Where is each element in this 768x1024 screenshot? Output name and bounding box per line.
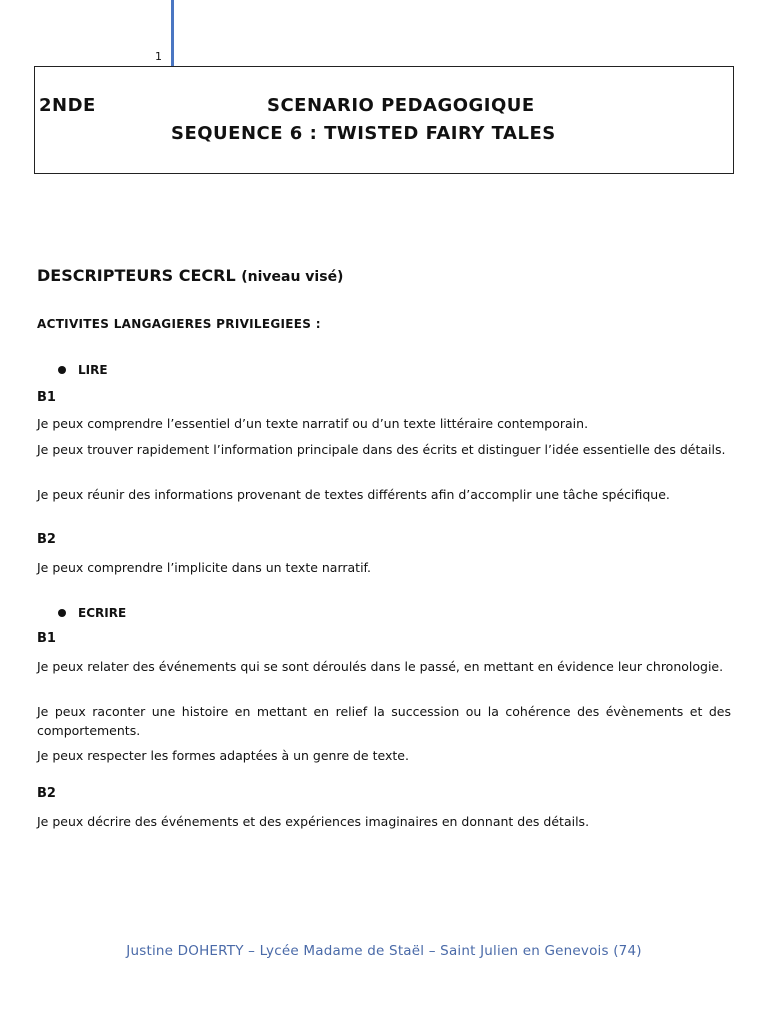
level-label: B1 [37,390,56,405]
descripteurs-heading [37,266,343,285]
descriptor-item: Je peux comprendre l’implicite dans un texte narratif. [37,560,372,575]
descripteurs-title: DESCRIPTEURS CECRL [37,266,236,285]
section-label: ECRIRE [78,606,127,620]
descripteurs-subtitle: (niveau visé) [241,269,344,285]
bullet-icon [58,366,66,374]
level-label: B2 [37,532,56,547]
descriptor-item: Je peux trouver rapidement l’information principale dans des écrits et distinguer l’idée essentielle des détails. [37,442,726,457]
level-label: B1 [37,631,56,646]
page-number: 1 [155,50,162,63]
descriptor-item: Je peux relater des événements qui se sont déroulés dans le passé, en mettant en évidence leur chronologie. [37,659,724,674]
footer-credit: Justine DOHERTY – Lycée Madame de Staël – Saint Julien en Genevois (74) [126,943,642,959]
header-box [34,66,734,174]
descriptor-item: Je peux réunir des informations provenant de textes différents afin d’accomplir une tâche spécifique. [37,487,670,502]
class-level: 2NDE [39,95,96,116]
scenario-title: SCENARIO PEDAGOGIQUE [267,95,535,116]
descriptor-item: Je peux raconter une histoire en mettant en relief la succession ou la cohérence des évènements et des comportements. [37,704,731,738]
sequence-title: SEQUENCE 6 : TWISTED FAIRY TALES [171,123,556,144]
section-label: LIRE [78,363,108,377]
descriptor-item: Je peux respecter les formes adaptées à un genre de texte. [37,748,409,763]
margin-line [171,0,174,66]
bullet-icon [58,609,66,617]
level-label: B2 [37,786,56,801]
descriptor-item: Je peux comprendre l’essentiel d’un texte narratif ou d’un texte littéraire contemporain. [37,416,589,431]
activites-heading: ACTIVITES LANGAGIERES PRIVILEGIEES : [37,317,321,331]
descriptor-item: Je peux décrire des événements et des expériences imaginaires en donnant des détails. [37,814,590,829]
section-ecrire [58,606,126,620]
section-lire [58,363,108,377]
